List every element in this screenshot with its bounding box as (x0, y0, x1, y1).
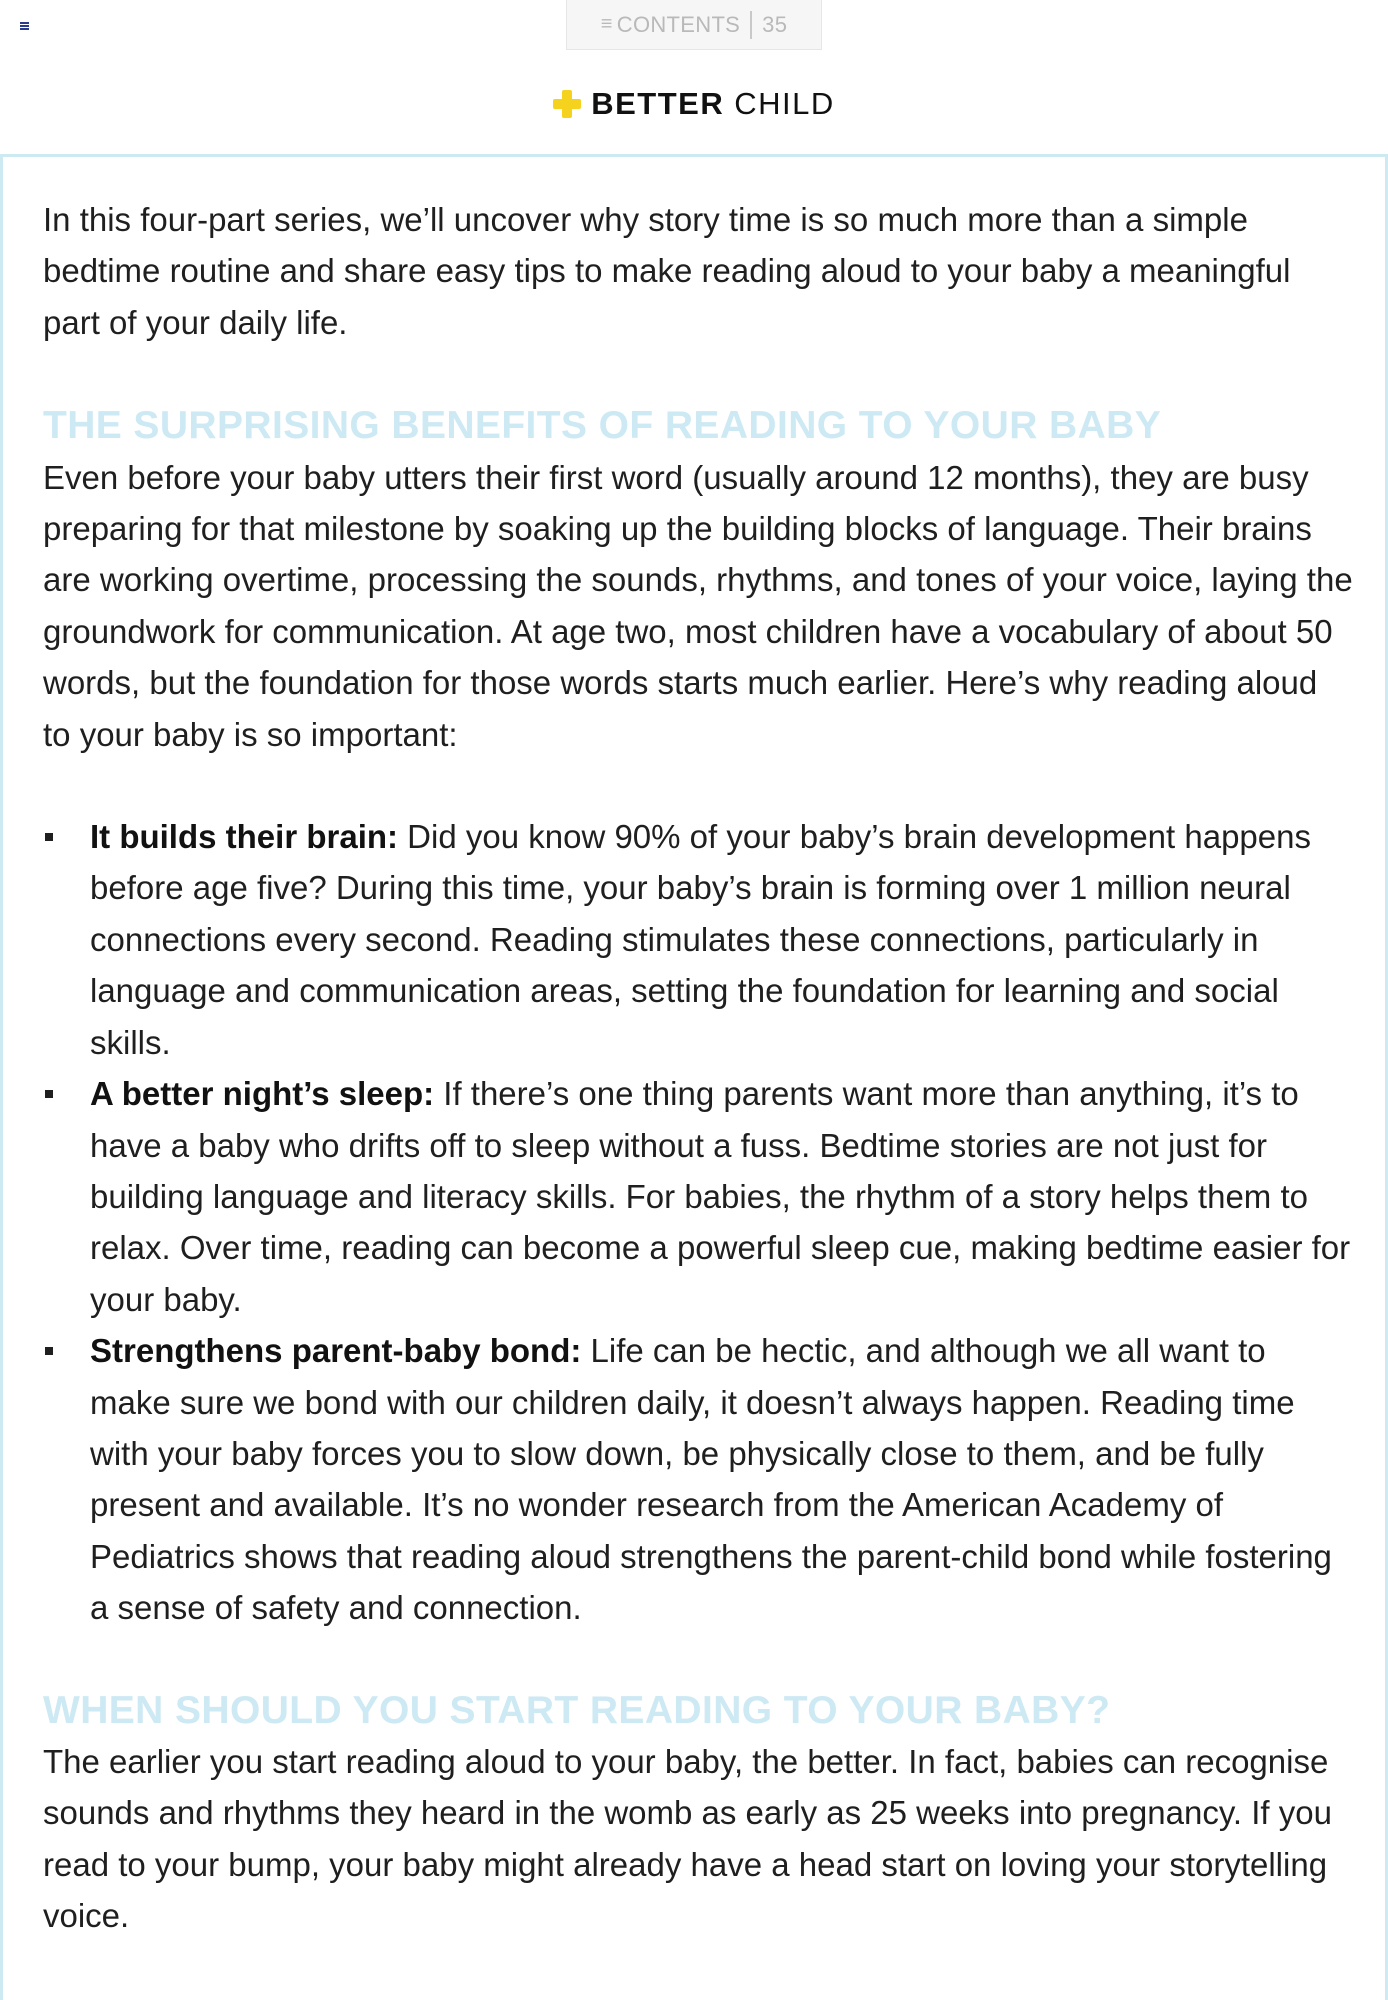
bullet-icon (45, 1090, 53, 1098)
bullet-term: It builds their brain: (90, 818, 399, 856)
bullet-text: Did you know 90% of your baby’s brain development happens before age five? During this time, your baby’s brain is forming over 1 million neural connections every second. Reading stimulates these connections, particularly in language and communication areas, setting the foundation for learning and social skills. (90, 818, 1311, 1061)
spacer (43, 1634, 1353, 1685)
intro-paragraph: In this four-part series, we’ll uncover why story time is so much more than a simple bedtime routine and share easy tips to make reading aloud to your baby a meaningful part of your daily life. (43, 201, 1291, 341)
benefits-paragraph: Even before your baby utters their first word (usually around 12 months), they are busy preparing for that milestone by soaking up the building blocks of language. Their brains are working overtime, processing the sounds, rhythms, and tones of your voice, laying the groundwork for communication. At age two, most children have a vocabulary of about 50 words, but the foundation for those words starts much earlier. Here’s why reading aloud to your baby is so important: (43, 458, 1353, 753)
section-heading-when: WHEN SHOULD YOU START READING TO YOUR BABY? (43, 1688, 1111, 1732)
bullet-icon (45, 833, 53, 841)
bullet-text: Life can be hectic, and although we all want to make sure we bond with our children daily, it doesn’t always happen. Reading time with your baby forces you to slow down, be physically close to them, and be fully present and available. It’s no wonder research from the American Academy of Pediatrics shows that reading aloud strengthens the parent-child bond while fostering a sense of safety and connection. (90, 1332, 1332, 1627)
list-item (43, 1068, 1353, 1325)
when-paragraph: The earlier you start reading aloud to your baby, the better. In fact, babies can recognise sounds and rhythms they heard in the womb as early as 25 weeks into pregnancy. If you read to your bump, your baby might already have a head start on loving your storytelling voice. (43, 1742, 1332, 1935)
menu-icon[interactable] (20, 22, 29, 30)
bullet-icon (45, 1347, 53, 1355)
section-heading-benefits: THE SURPRISING BENEFITS OF READING TO YOUR BABY (43, 404, 1162, 448)
list-item (43, 811, 1353, 1068)
brand-light: CHILD (734, 86, 835, 121)
spacer (43, 760, 1353, 811)
contents-label: CONTENTS (616, 11, 741, 37)
benefits-list (43, 811, 1353, 1634)
brand-logo (0, 84, 1388, 124)
bullet-term: A better night’s sleep: (90, 1075, 435, 1113)
plus-icon (553, 90, 581, 118)
brand-bold: BETTER (591, 86, 725, 121)
page-number: 35 (762, 11, 788, 37)
divider (750, 11, 752, 39)
bullet-text: If there’s one thing parents want more than anything, it’s to have a baby who drifts off to sleep without a fuss. Bedtime stories are not just for building language and literacy skills. For babies, the rhythm of a story helps them to relax. Over time, reading can become a powerful sleep cue, making bedtime easier for your baby. (90, 1075, 1351, 1318)
bullet-term: Strengthens parent-baby bond: (90, 1332, 582, 1370)
article-body (43, 194, 1353, 1942)
list-item (43, 1325, 1353, 1633)
list-icon: ≡ (600, 13, 613, 35)
contents-button[interactable] (566, 0, 822, 50)
